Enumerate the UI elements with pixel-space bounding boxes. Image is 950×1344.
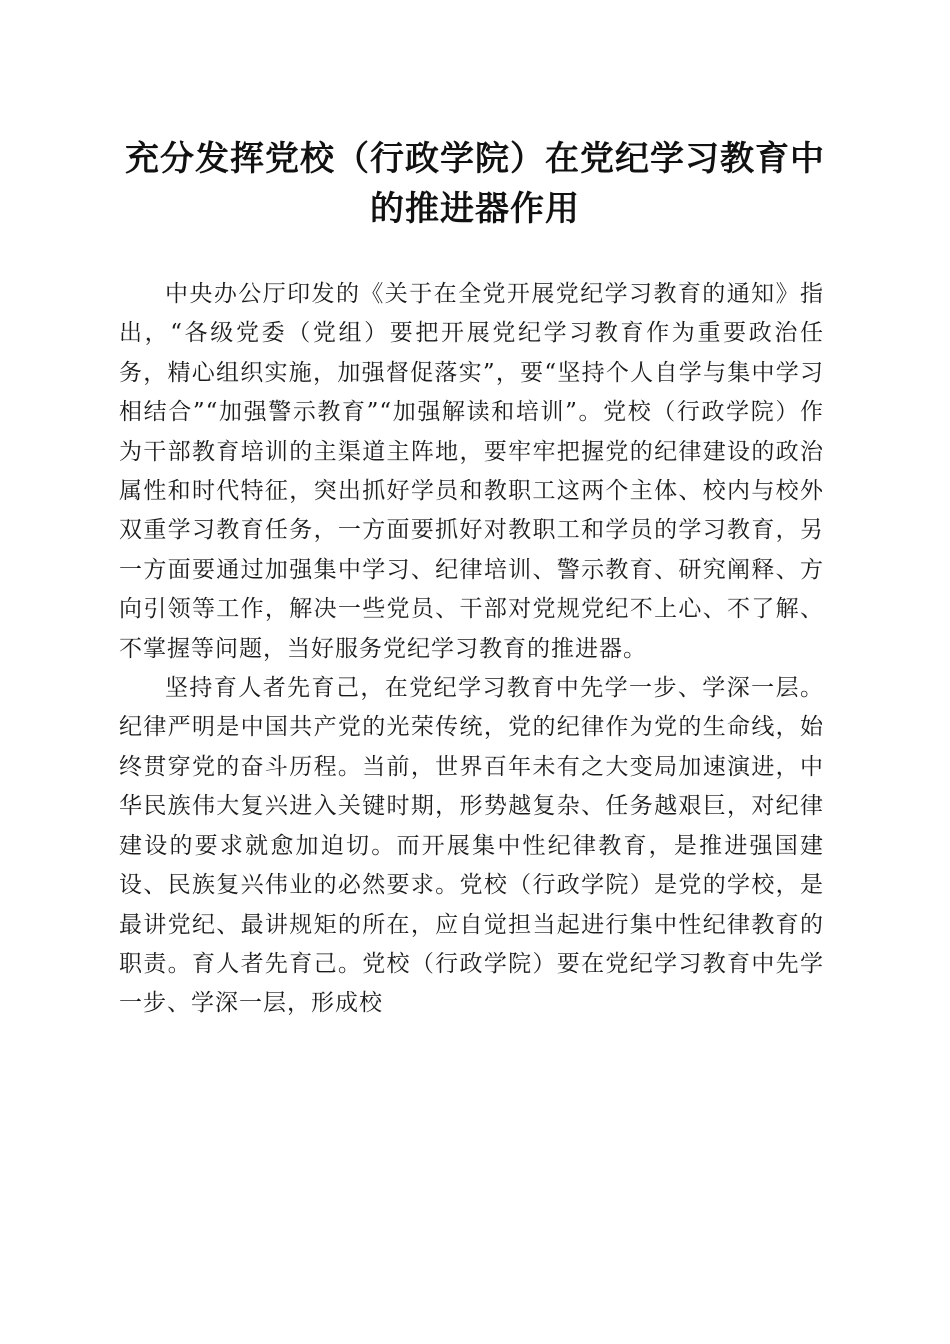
paragraph-2: 坚持育人者先育己，在党纪学习教育中先学一步、学深一层。纪律严明是中国共产党的光荣传统，党的纪律作为党的生命线，始终贯穿党的奋斗历程。当前，世界百年未有之大变局加速演进，中华民族伟大复兴进入关键时期，形势越复杂、任务越艰巨，对纪律建设的要求就愈加迫切。而开展集中性纪律教育，是推进强国建设、民族复兴伟业的必然要求。党校（行政学院）是党的学校，是最讲党纪、最讲规矩的所在，应自觉担当起进行集中性纪律教育的职责。育人者先育己。党校（行政学院）要在党纪学习教育中先学一步、学深一层，形成校: [119, 675, 824, 1017]
title-line-2: 的推进器作用: [370, 189, 580, 229]
document-body: [119, 275, 824, 1024]
paragraph-1: 中央办公厅印发的《关于在全党开展党纪学习教育的通知》指出，“各级党委（党组）要把开展党纪学习教育作为重要政治任务，精心组织实施，加强督促落实”，要“坚持个人自学与集中学习相结合”“加强警示教育”“加强解读和培训”。党校（行政学院）作为干部教育培训的主渠道主阵地，要牢牢把握党的纪律建设的政治属性和时代特征，突出抓好学员和教职工这两个主体、校内与校外双重学习教育任务，一方面要抓好对教职工和学员的学习教育，另一方面要通过加强集中学习、纪律培训、警示教育、研究阐释、方向引领等工作，解决一些党员、干部对党规党纪不上心、不了解、不掌握等问题，当好服务党纪学习教育的推进器。: [119, 281, 824, 662]
document-title: [110, 134, 840, 234]
title-line-1: 充分发挥党校（行政学院）在党纪学习教育中: [125, 139, 825, 179]
